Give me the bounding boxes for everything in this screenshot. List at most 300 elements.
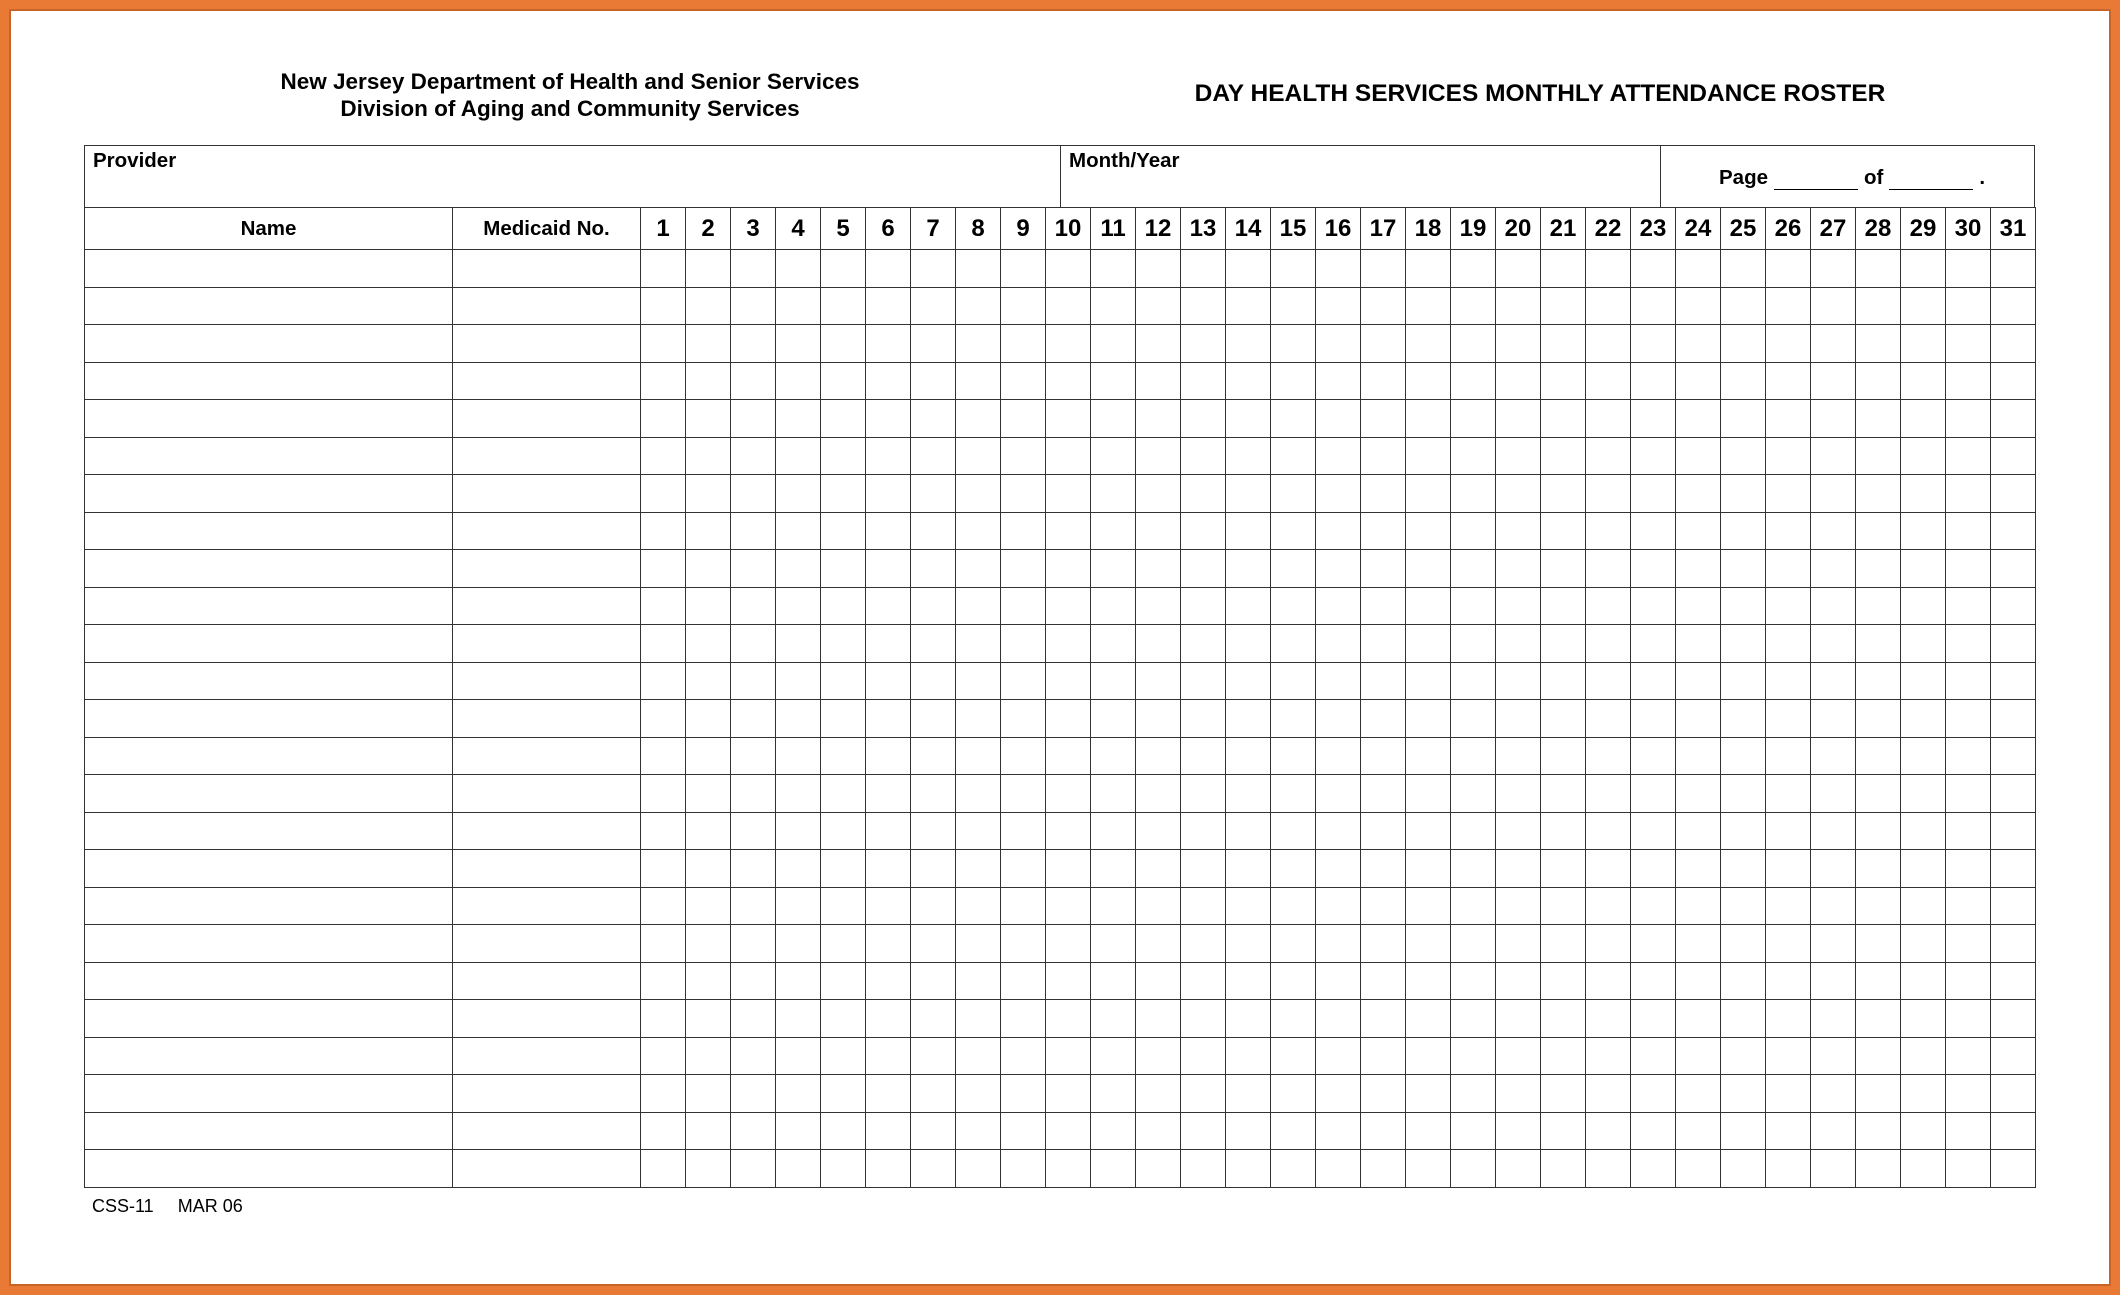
attendance-cell[interactable] [1091, 475, 1136, 513]
attendance-cell[interactable] [1586, 850, 1631, 888]
attendance-cell[interactable] [1631, 1075, 1676, 1113]
attendance-cell[interactable] [1586, 737, 1631, 775]
attendance-cell[interactable] [1676, 1037, 1721, 1075]
attendance-cell[interactable] [911, 812, 956, 850]
attendance-cell[interactable] [1451, 475, 1496, 513]
attendance-cell[interactable] [1316, 550, 1361, 588]
attendance-cell[interactable] [776, 475, 821, 513]
attendance-cell[interactable] [1721, 437, 1766, 475]
attendance-cell[interactable] [1586, 962, 1631, 1000]
attendance-cell[interactable] [731, 925, 776, 963]
attendance-cell[interactable] [821, 550, 866, 588]
medicaid-cell[interactable] [453, 362, 641, 400]
attendance-cell[interactable] [641, 325, 686, 363]
attendance-cell[interactable] [1271, 850, 1316, 888]
attendance-cell[interactable] [821, 1150, 866, 1188]
attendance-cell[interactable] [821, 700, 866, 738]
attendance-cell[interactable] [1136, 325, 1181, 363]
name-cell[interactable] [85, 287, 453, 325]
attendance-cell[interactable] [1001, 1075, 1046, 1113]
attendance-cell[interactable] [821, 662, 866, 700]
attendance-cell[interactable] [1586, 1112, 1631, 1150]
attendance-cell[interactable] [641, 662, 686, 700]
attendance-cell[interactable] [1946, 1112, 1991, 1150]
medicaid-cell[interactable] [453, 850, 641, 888]
attendance-cell[interactable] [1676, 400, 1721, 438]
attendance-cell[interactable] [1541, 475, 1586, 513]
attendance-cell[interactable] [1496, 850, 1541, 888]
attendance-cell[interactable] [1496, 925, 1541, 963]
attendance-cell[interactable] [911, 250, 956, 288]
attendance-cell[interactable] [911, 775, 956, 813]
name-cell[interactable] [85, 437, 453, 475]
attendance-cell[interactable] [686, 250, 731, 288]
attendance-cell[interactable] [866, 362, 911, 400]
attendance-cell[interactable] [1496, 437, 1541, 475]
attendance-cell[interactable] [1766, 287, 1811, 325]
attendance-cell[interactable] [1991, 700, 2036, 738]
attendance-cell[interactable] [1496, 887, 1541, 925]
attendance-cell[interactable] [1451, 887, 1496, 925]
attendance-cell[interactable] [1811, 400, 1856, 438]
attendance-cell[interactable] [731, 587, 776, 625]
medicaid-cell[interactable] [453, 550, 641, 588]
attendance-cell[interactable] [776, 512, 821, 550]
attendance-cell[interactable] [1406, 737, 1451, 775]
attendance-cell[interactable] [1181, 1000, 1226, 1038]
attendance-cell[interactable] [1271, 625, 1316, 663]
attendance-cell[interactable] [1991, 287, 2036, 325]
attendance-cell[interactable] [1811, 850, 1856, 888]
attendance-cell[interactable] [1001, 250, 1046, 288]
attendance-cell[interactable] [1541, 812, 1586, 850]
attendance-cell[interactable] [776, 325, 821, 363]
attendance-cell[interactable] [1406, 662, 1451, 700]
attendance-cell[interactable] [1361, 775, 1406, 813]
attendance-cell[interactable] [956, 700, 1001, 738]
attendance-cell[interactable] [1991, 512, 2036, 550]
attendance-cell[interactable] [1856, 512, 1901, 550]
attendance-cell[interactable] [1946, 887, 1991, 925]
attendance-cell[interactable] [1676, 1075, 1721, 1113]
attendance-cell[interactable] [1901, 550, 1946, 588]
attendance-cell[interactable] [1271, 775, 1316, 813]
attendance-cell[interactable] [1946, 812, 1991, 850]
attendance-cell[interactable] [1316, 700, 1361, 738]
attendance-cell[interactable] [1091, 700, 1136, 738]
attendance-cell[interactable] [1406, 512, 1451, 550]
attendance-cell[interactable] [1631, 925, 1676, 963]
attendance-cell[interactable] [1946, 400, 1991, 438]
attendance-cell[interactable] [1406, 962, 1451, 1000]
attendance-cell[interactable] [1766, 250, 1811, 288]
attendance-cell[interactable] [1946, 962, 1991, 1000]
attendance-cell[interactable] [1001, 587, 1046, 625]
attendance-cell[interactable] [641, 1000, 686, 1038]
attendance-cell[interactable] [866, 925, 911, 963]
attendance-cell[interactable] [1901, 850, 1946, 888]
attendance-cell[interactable] [1586, 812, 1631, 850]
attendance-cell[interactable] [1316, 812, 1361, 850]
attendance-cell[interactable] [1631, 812, 1676, 850]
attendance-cell[interactable] [1991, 1075, 2036, 1113]
attendance-cell[interactable] [1136, 250, 1181, 288]
attendance-cell[interactable] [1811, 362, 1856, 400]
name-cell[interactable] [85, 250, 453, 288]
attendance-cell[interactable] [911, 362, 956, 400]
attendance-cell[interactable] [1676, 737, 1721, 775]
attendance-cell[interactable] [1631, 625, 1676, 663]
attendance-cell[interactable] [821, 475, 866, 513]
attendance-cell[interactable] [1766, 1000, 1811, 1038]
attendance-cell[interactable] [1451, 550, 1496, 588]
medicaid-cell[interactable] [453, 1075, 641, 1113]
attendance-cell[interactable] [1766, 962, 1811, 1000]
attendance-cell[interactable] [1991, 325, 2036, 363]
attendance-cell[interactable] [1136, 775, 1181, 813]
attendance-cell[interactable] [1856, 1037, 1901, 1075]
attendance-cell[interactable] [1271, 362, 1316, 400]
attendance-cell[interactable] [1001, 662, 1046, 700]
attendance-cell[interactable] [686, 400, 731, 438]
attendance-cell[interactable] [641, 250, 686, 288]
attendance-cell[interactable] [1991, 962, 2036, 1000]
attendance-cell[interactable] [1586, 625, 1631, 663]
attendance-cell[interactable] [1946, 1000, 1991, 1038]
attendance-cell[interactable] [1181, 550, 1226, 588]
attendance-cell[interactable] [1046, 812, 1091, 850]
attendance-cell[interactable] [1001, 362, 1046, 400]
attendance-cell[interactable] [1136, 850, 1181, 888]
attendance-cell[interactable] [1676, 587, 1721, 625]
attendance-cell[interactable] [1091, 925, 1136, 963]
attendance-cell[interactable] [911, 400, 956, 438]
attendance-cell[interactable] [1766, 1150, 1811, 1188]
attendance-cell[interactable] [1406, 625, 1451, 663]
attendance-cell[interactable] [1991, 737, 2036, 775]
attendance-cell[interactable] [1541, 887, 1586, 925]
attendance-cell[interactable] [911, 887, 956, 925]
attendance-cell[interactable] [1991, 1112, 2036, 1150]
attendance-cell[interactable] [1226, 887, 1271, 925]
attendance-cell[interactable] [1676, 250, 1721, 288]
attendance-cell[interactable] [821, 925, 866, 963]
attendance-cell[interactable] [1271, 1000, 1316, 1038]
medicaid-cell[interactable] [453, 812, 641, 850]
name-cell[interactable] [85, 587, 453, 625]
attendance-cell[interactable] [1541, 250, 1586, 288]
attendance-cell[interactable] [1586, 925, 1631, 963]
attendance-cell[interactable] [1496, 1150, 1541, 1188]
attendance-cell[interactable] [1226, 287, 1271, 325]
attendance-cell[interactable] [1676, 437, 1721, 475]
attendance-cell[interactable] [1136, 475, 1181, 513]
attendance-cell[interactable] [1496, 475, 1541, 513]
attendance-cell[interactable] [1451, 1150, 1496, 1188]
attendance-cell[interactable] [911, 1000, 956, 1038]
attendance-cell[interactable] [1136, 1075, 1181, 1113]
attendance-cell[interactable] [911, 1150, 956, 1188]
attendance-cell[interactable] [1766, 737, 1811, 775]
attendance-cell[interactable] [1946, 1075, 1991, 1113]
attendance-cell[interactable] [776, 1000, 821, 1038]
attendance-cell[interactable] [911, 325, 956, 363]
attendance-cell[interactable] [1046, 1037, 1091, 1075]
attendance-cell[interactable] [776, 812, 821, 850]
attendance-cell[interactable] [1901, 512, 1946, 550]
attendance-cell[interactable] [1541, 1150, 1586, 1188]
attendance-cell[interactable] [1676, 850, 1721, 888]
attendance-cell[interactable] [1271, 550, 1316, 588]
attendance-cell[interactable] [1676, 962, 1721, 1000]
attendance-cell[interactable] [1361, 1037, 1406, 1075]
attendance-cell[interactable] [1181, 1150, 1226, 1188]
attendance-cell[interactable] [1676, 512, 1721, 550]
attendance-cell[interactable] [686, 512, 731, 550]
attendance-cell[interactable] [731, 1037, 776, 1075]
attendance-cell[interactable] [731, 1112, 776, 1150]
attendance-cell[interactable] [1451, 1000, 1496, 1038]
attendance-cell[interactable] [821, 400, 866, 438]
page-number-blank[interactable] [1774, 171, 1858, 190]
attendance-cell[interactable] [641, 887, 686, 925]
attendance-cell[interactable] [1541, 925, 1586, 963]
attendance-cell[interactable] [911, 662, 956, 700]
attendance-cell[interactable] [1136, 287, 1181, 325]
attendance-cell[interactable] [641, 700, 686, 738]
attendance-cell[interactable] [956, 512, 1001, 550]
attendance-cell[interactable] [1631, 1150, 1676, 1188]
attendance-cell[interactable] [866, 850, 911, 888]
attendance-cell[interactable] [1901, 1150, 1946, 1188]
attendance-cell[interactable] [821, 587, 866, 625]
attendance-cell[interactable] [956, 587, 1001, 625]
attendance-cell[interactable] [866, 700, 911, 738]
attendance-cell[interactable] [911, 1112, 956, 1150]
attendance-cell[interactable] [821, 962, 866, 1000]
medicaid-cell[interactable] [453, 700, 641, 738]
attendance-cell[interactable] [686, 962, 731, 1000]
attendance-cell[interactable] [1181, 250, 1226, 288]
attendance-cell[interactable] [1226, 1037, 1271, 1075]
attendance-cell[interactable] [866, 1112, 911, 1150]
attendance-cell[interactable] [1361, 400, 1406, 438]
attendance-cell[interactable] [1091, 1075, 1136, 1113]
name-cell[interactable] [85, 1150, 453, 1188]
attendance-cell[interactable] [1046, 512, 1091, 550]
attendance-cell[interactable] [1451, 700, 1496, 738]
attendance-cell[interactable] [1631, 962, 1676, 1000]
attendance-cell[interactable] [1676, 1150, 1721, 1188]
attendance-cell[interactable] [1271, 325, 1316, 363]
attendance-cell[interactable] [1586, 1150, 1631, 1188]
attendance-cell[interactable] [1766, 812, 1811, 850]
attendance-cell[interactable] [1586, 775, 1631, 813]
medicaid-cell[interactable] [453, 400, 641, 438]
attendance-cell[interactable] [1811, 1112, 1856, 1150]
attendance-cell[interactable] [1721, 550, 1766, 588]
name-cell[interactable] [85, 362, 453, 400]
attendance-cell[interactable] [956, 437, 1001, 475]
attendance-cell[interactable] [821, 1075, 866, 1113]
attendance-cell[interactable] [1451, 437, 1496, 475]
attendance-cell[interactable] [776, 887, 821, 925]
attendance-cell[interactable] [1181, 962, 1226, 1000]
attendance-cell[interactable] [731, 250, 776, 288]
attendance-cell[interactable] [1721, 1150, 1766, 1188]
attendance-cell[interactable] [1316, 1000, 1361, 1038]
attendance-cell[interactable] [776, 962, 821, 1000]
attendance-cell[interactable] [1946, 437, 1991, 475]
attendance-cell[interactable] [1541, 1112, 1586, 1150]
attendance-cell[interactable] [1091, 250, 1136, 288]
attendance-cell[interactable] [1766, 512, 1811, 550]
attendance-cell[interactable] [641, 775, 686, 813]
attendance-cell[interactable] [1181, 512, 1226, 550]
attendance-cell[interactable] [776, 437, 821, 475]
name-cell[interactable] [85, 475, 453, 513]
attendance-cell[interactable] [731, 1075, 776, 1113]
attendance-cell[interactable] [1316, 925, 1361, 963]
attendance-cell[interactable] [1406, 287, 1451, 325]
attendance-cell[interactable] [1541, 400, 1586, 438]
attendance-cell[interactable] [1361, 550, 1406, 588]
attendance-cell[interactable] [1361, 437, 1406, 475]
attendance-cell[interactable] [956, 625, 1001, 663]
attendance-cell[interactable] [1586, 325, 1631, 363]
attendance-cell[interactable] [1856, 437, 1901, 475]
medicaid-cell[interactable] [453, 1112, 641, 1150]
attendance-cell[interactable] [731, 437, 776, 475]
attendance-cell[interactable] [821, 512, 866, 550]
attendance-cell[interactable] [1181, 775, 1226, 813]
attendance-cell[interactable] [1226, 437, 1271, 475]
attendance-cell[interactable] [1046, 437, 1091, 475]
attendance-cell[interactable] [1721, 625, 1766, 663]
attendance-cell[interactable] [776, 925, 821, 963]
attendance-cell[interactable] [911, 512, 956, 550]
attendance-cell[interactable] [1451, 400, 1496, 438]
attendance-cell[interactable] [686, 700, 731, 738]
attendance-cell[interactable] [1136, 362, 1181, 400]
attendance-cell[interactable] [686, 925, 731, 963]
attendance-cell[interactable] [1001, 962, 1046, 1000]
attendance-cell[interactable] [1946, 250, 1991, 288]
attendance-cell[interactable] [1451, 625, 1496, 663]
attendance-cell[interactable] [1451, 850, 1496, 888]
attendance-cell[interactable] [866, 1150, 911, 1188]
attendance-cell[interactable] [1406, 325, 1451, 363]
name-cell[interactable] [85, 962, 453, 1000]
attendance-cell[interactable] [1361, 662, 1406, 700]
attendance-cell[interactable] [1271, 700, 1316, 738]
attendance-cell[interactable] [686, 550, 731, 588]
attendance-cell[interactable] [1046, 550, 1091, 588]
attendance-cell[interactable] [776, 400, 821, 438]
attendance-cell[interactable] [1316, 287, 1361, 325]
attendance-cell[interactable] [821, 1112, 866, 1150]
attendance-cell[interactable] [821, 250, 866, 288]
attendance-cell[interactable] [1001, 700, 1046, 738]
attendance-cell[interactable] [1496, 250, 1541, 288]
attendance-cell[interactable] [1136, 1037, 1181, 1075]
attendance-cell[interactable] [1046, 625, 1091, 663]
attendance-cell[interactable] [1001, 475, 1046, 513]
attendance-cell[interactable] [1721, 925, 1766, 963]
attendance-cell[interactable] [866, 887, 911, 925]
attendance-cell[interactable] [1001, 1150, 1046, 1188]
attendance-cell[interactable] [1631, 1000, 1676, 1038]
attendance-cell[interactable] [731, 962, 776, 1000]
attendance-cell[interactable] [1766, 700, 1811, 738]
attendance-cell[interactable] [866, 287, 911, 325]
attendance-cell[interactable] [686, 1037, 731, 1075]
attendance-cell[interactable] [1091, 1037, 1136, 1075]
attendance-cell[interactable] [1856, 850, 1901, 888]
attendance-cell[interactable] [911, 737, 956, 775]
attendance-cell[interactable] [1631, 662, 1676, 700]
attendance-cell[interactable] [1631, 362, 1676, 400]
attendance-cell[interactable] [1856, 887, 1901, 925]
attendance-cell[interactable] [1721, 962, 1766, 1000]
attendance-cell[interactable] [1181, 700, 1226, 738]
attendance-cell[interactable] [1316, 775, 1361, 813]
attendance-cell[interactable] [1091, 850, 1136, 888]
attendance-cell[interactable] [1811, 812, 1856, 850]
attendance-cell[interactable] [1271, 437, 1316, 475]
attendance-cell[interactable] [1496, 625, 1541, 663]
attendance-cell[interactable] [1136, 625, 1181, 663]
name-cell[interactable] [85, 625, 453, 663]
attendance-cell[interactable] [1316, 625, 1361, 663]
attendance-cell[interactable] [1271, 925, 1316, 963]
attendance-cell[interactable] [1451, 962, 1496, 1000]
attendance-cell[interactable] [866, 587, 911, 625]
attendance-cell[interactable] [1586, 550, 1631, 588]
attendance-cell[interactable] [1901, 587, 1946, 625]
attendance-cell[interactable] [1541, 287, 1586, 325]
attendance-cell[interactable] [1271, 962, 1316, 1000]
attendance-cell[interactable] [821, 325, 866, 363]
attendance-cell[interactable] [1991, 1000, 2036, 1038]
attendance-cell[interactable] [1316, 400, 1361, 438]
attendance-cell[interactable] [911, 437, 956, 475]
attendance-cell[interactable] [1226, 362, 1271, 400]
attendance-cell[interactable] [1091, 662, 1136, 700]
attendance-cell[interactable] [1991, 550, 2036, 588]
attendance-cell[interactable] [1451, 812, 1496, 850]
attendance-cell[interactable] [1856, 1075, 1901, 1113]
attendance-cell[interactable] [1406, 362, 1451, 400]
attendance-cell[interactable] [1271, 1075, 1316, 1113]
attendance-cell[interactable] [821, 625, 866, 663]
attendance-cell[interactable] [1406, 1000, 1451, 1038]
attendance-cell[interactable] [641, 1150, 686, 1188]
attendance-cell[interactable] [956, 887, 1001, 925]
attendance-cell[interactable] [776, 250, 821, 288]
attendance-cell[interactable] [1856, 362, 1901, 400]
attendance-cell[interactable] [1091, 400, 1136, 438]
attendance-cell[interactable] [1631, 700, 1676, 738]
attendance-cell[interactable] [1811, 887, 1856, 925]
attendance-cell[interactable] [1631, 550, 1676, 588]
attendance-cell[interactable] [1181, 437, 1226, 475]
attendance-cell[interactable] [1631, 325, 1676, 363]
attendance-cell[interactable] [1631, 400, 1676, 438]
name-cell[interactable] [85, 812, 453, 850]
attendance-cell[interactable] [1091, 775, 1136, 813]
medicaid-cell[interactable] [453, 1000, 641, 1038]
